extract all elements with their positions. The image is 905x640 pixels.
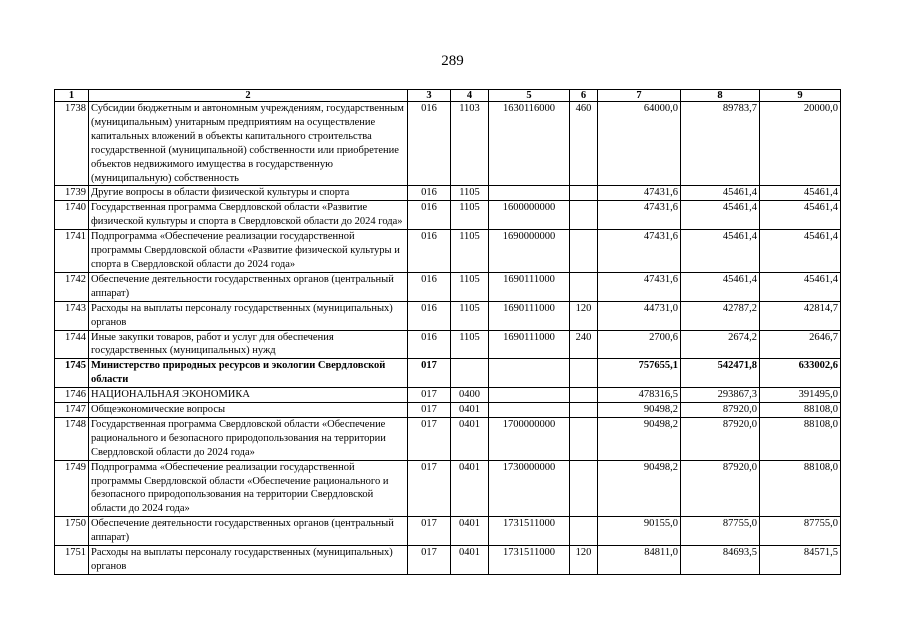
row-number-cell: 1743 <box>55 301 89 330</box>
amount-cell: 90498,2 <box>598 403 681 418</box>
table-row <box>55 301 841 330</box>
amount-cell: 87920,0 <box>681 417 760 460</box>
ministry-code-cell: 016 <box>408 230 451 273</box>
header-row <box>55 90 841 102</box>
table-row <box>55 330 841 359</box>
amount-cell: 2646,7 <box>760 330 841 359</box>
ministry-code-cell: 016 <box>408 330 451 359</box>
target-article-cell: 1700000000 <box>489 417 570 460</box>
row-number-cell: 1751 <box>55 546 89 575</box>
section-code-cell: 1105 <box>451 272 489 301</box>
amount-cell: 45461,4 <box>681 230 760 273</box>
section-code-cell: 0401 <box>451 546 489 575</box>
amount-cell: 45461,4 <box>760 201 841 230</box>
row-number-cell: 1750 <box>55 517 89 546</box>
amount-cell: 87920,0 <box>681 403 760 418</box>
expense-type-cell: 240 <box>570 330 598 359</box>
row-name-cell: Общеэкономические вопросы <box>89 403 408 418</box>
target-article-cell: 1690000000 <box>489 230 570 273</box>
ministry-code-cell: 016 <box>408 186 451 201</box>
amount-cell: 90155,0 <box>598 517 681 546</box>
amount-cell: 542471,8 <box>681 359 760 388</box>
column-header: 6 <box>570 90 598 102</box>
expense-type-cell <box>570 186 598 201</box>
amount-cell: 47431,6 <box>598 230 681 273</box>
column-header: 7 <box>598 90 681 102</box>
row-number-cell: 1748 <box>55 417 89 460</box>
row-name-cell: Другие вопросы в области физической культуры и спорта <box>89 186 408 201</box>
amount-cell: 88108,0 <box>760 460 841 517</box>
target-article-cell <box>489 359 570 388</box>
section-code-cell: 0401 <box>451 403 489 418</box>
row-name-cell: Обеспечение деятельности государственных органов (центральный аппарат) <box>89 272 408 301</box>
target-article-cell: 1731511000 <box>489 517 570 546</box>
amount-cell: 45461,4 <box>760 186 841 201</box>
target-article-cell: 1690111000 <box>489 330 570 359</box>
table-row <box>55 359 841 388</box>
amount-cell: 45461,4 <box>681 272 760 301</box>
amount-cell: 757655,1 <box>598 359 681 388</box>
section-code-cell <box>451 359 489 388</box>
expense-type-cell <box>570 388 598 403</box>
column-header: 2 <box>89 90 408 102</box>
expense-type-cell <box>570 460 598 517</box>
expense-type-cell <box>570 517 598 546</box>
section-code-cell: 0401 <box>451 417 489 460</box>
target-article-cell: 1690111000 <box>489 301 570 330</box>
table-row <box>55 186 841 201</box>
section-code-cell: 0401 <box>451 460 489 517</box>
row-name-cell: Подпрограмма «Обеспечение реализации государственной программы Свердловской области «Обеспечение рационального и безопасного природопользования на территории Свердловской области до 2024 года» <box>89 460 408 517</box>
column-header: 3 <box>408 90 451 102</box>
amount-cell: 90498,2 <box>598 460 681 517</box>
row-number-cell: 1741 <box>55 230 89 273</box>
row-name-cell: Государственная программа Свердловской области «Обеспечение рационального и безопасного природопользования на территории Свердловской области до 2024 года» <box>89 417 408 460</box>
amount-cell: 84811,0 <box>598 546 681 575</box>
row-name-cell: Иные закупки товаров, работ и услуг для обеспечения государственных (муниципальных) нужд <box>89 330 408 359</box>
amount-cell: 47431,6 <box>598 186 681 201</box>
row-number-cell: 1749 <box>55 460 89 517</box>
column-header: 8 <box>681 90 760 102</box>
column-header: 9 <box>760 90 841 102</box>
row-number-cell: 1745 <box>55 359 89 388</box>
ministry-code-cell: 017 <box>408 517 451 546</box>
row-number-cell: 1739 <box>55 186 89 201</box>
amount-cell: 84693,5 <box>681 546 760 575</box>
row-name-cell: Государственная программа Свердловской области «Развитие физической культуры и спорта в Свердловской области до 2024 года» <box>89 201 408 230</box>
page-number: 289 <box>441 53 464 69</box>
expense-type-cell <box>570 272 598 301</box>
table-body <box>55 102 841 575</box>
target-article-cell: 1630116000 <box>489 102 570 186</box>
section-code-cell: 1105 <box>451 330 489 359</box>
row-name-cell: Расходы на выплаты персоналу государственных (муниципальных) органов <box>89 546 408 575</box>
expense-type-cell <box>570 359 598 388</box>
column-header: 5 <box>489 90 570 102</box>
ministry-code-cell: 016 <box>408 102 451 186</box>
table-row <box>55 272 841 301</box>
amount-cell: 45461,4 <box>760 230 841 273</box>
amount-cell: 2700,6 <box>598 330 681 359</box>
row-number-cell: 1742 <box>55 272 89 301</box>
table-row <box>55 460 841 517</box>
table-row <box>55 417 841 460</box>
row-name-cell: Министерство природных ресурсов и экологии Свердловской области <box>89 359 408 388</box>
target-article-cell <box>489 388 570 403</box>
amount-cell: 44731,0 <box>598 301 681 330</box>
target-article-cell: 1730000000 <box>489 460 570 517</box>
ministry-code-cell: 017 <box>408 403 451 418</box>
ministry-code-cell: 017 <box>408 359 451 388</box>
amount-cell: 47431,6 <box>598 272 681 301</box>
budget-table <box>54 89 841 575</box>
column-header: 4 <box>451 90 489 102</box>
amount-cell: 633002,6 <box>760 359 841 388</box>
amount-cell: 293867,3 <box>681 388 760 403</box>
amount-cell: 478316,5 <box>598 388 681 403</box>
expense-type-cell: 120 <box>570 546 598 575</box>
row-number-cell: 1744 <box>55 330 89 359</box>
table-row <box>55 517 841 546</box>
row-name-cell: Субсидии бюджетным и автономным учреждениям, государственным (муниципальным) унитарным предприятиям на осуществление капитальных вложений в объекты капитального строительства государственной (муниципальной) собственности или приобретение объектов недвижимого имущества в государственную (муниципальную) собственность <box>89 102 408 186</box>
ministry-code-cell: 017 <box>408 460 451 517</box>
row-name-cell: Обеспечение деятельности государственных органов (центральный аппарат) <box>89 517 408 546</box>
table-row <box>55 230 841 273</box>
section-code-cell: 1103 <box>451 102 489 186</box>
expense-type-cell <box>570 201 598 230</box>
table-row <box>55 546 841 575</box>
amount-cell: 47431,6 <box>598 201 681 230</box>
expense-type-cell: 120 <box>570 301 598 330</box>
ministry-code-cell: 016 <box>408 201 451 230</box>
amount-cell: 88108,0 <box>760 417 841 460</box>
target-article-cell <box>489 403 570 418</box>
row-name-cell: НАЦИОНАЛЬНАЯ ЭКОНОМИКА <box>89 388 408 403</box>
amount-cell: 391495,0 <box>760 388 841 403</box>
amount-cell: 84571,5 <box>760 546 841 575</box>
row-name-cell: Подпрограмма «Обеспечение реализации государственной программы Свердловской области «Развитие физической культуры и спорта в Свердловской области до 2024 года» <box>89 230 408 273</box>
table-row <box>55 102 841 186</box>
ministry-code-cell: 017 <box>408 388 451 403</box>
amount-cell: 87755,0 <box>760 517 841 546</box>
ministry-code-cell: 017 <box>408 546 451 575</box>
amount-cell: 20000,0 <box>760 102 841 186</box>
section-code-cell: 0400 <box>451 388 489 403</box>
section-code-cell: 1105 <box>451 230 489 273</box>
amount-cell: 45461,4 <box>681 186 760 201</box>
target-article-cell: 1731511000 <box>489 546 570 575</box>
expense-type-cell <box>570 403 598 418</box>
amount-cell: 64000,0 <box>598 102 681 186</box>
amount-cell: 90498,2 <box>598 417 681 460</box>
amount-cell: 88108,0 <box>760 403 841 418</box>
amount-cell: 45461,4 <box>760 272 841 301</box>
expense-type-cell <box>570 417 598 460</box>
table-row <box>55 201 841 230</box>
amount-cell: 42814,7 <box>760 301 841 330</box>
amount-cell: 87920,0 <box>681 460 760 517</box>
table-row <box>55 388 841 403</box>
row-number-cell: 1738 <box>55 102 89 186</box>
section-code-cell: 1105 <box>451 186 489 201</box>
column-header: 1 <box>55 90 89 102</box>
row-name-cell: Расходы на выплаты персоналу государственных (муниципальных) органов <box>89 301 408 330</box>
target-article-cell <box>489 186 570 201</box>
target-article-cell: 1690111000 <box>489 272 570 301</box>
amount-cell: 45461,4 <box>681 201 760 230</box>
row-number-cell: 1747 <box>55 403 89 418</box>
amount-cell: 2674,2 <box>681 330 760 359</box>
row-number-cell: 1746 <box>55 388 89 403</box>
amount-cell: 87755,0 <box>681 517 760 546</box>
expense-type-cell <box>570 230 598 273</box>
table-row <box>55 403 841 418</box>
expense-type-cell: 460 <box>570 102 598 186</box>
amount-cell: 89783,7 <box>681 102 760 186</box>
row-number-cell: 1740 <box>55 201 89 230</box>
ministry-code-cell: 016 <box>408 272 451 301</box>
target-article-cell: 1600000000 <box>489 201 570 230</box>
section-code-cell: 1105 <box>451 201 489 230</box>
ministry-code-cell: 016 <box>408 301 451 330</box>
section-code-cell: 1105 <box>451 301 489 330</box>
ministry-code-cell: 017 <box>408 417 451 460</box>
amount-cell: 42787,2 <box>681 301 760 330</box>
section-code-cell: 0401 <box>451 517 489 546</box>
